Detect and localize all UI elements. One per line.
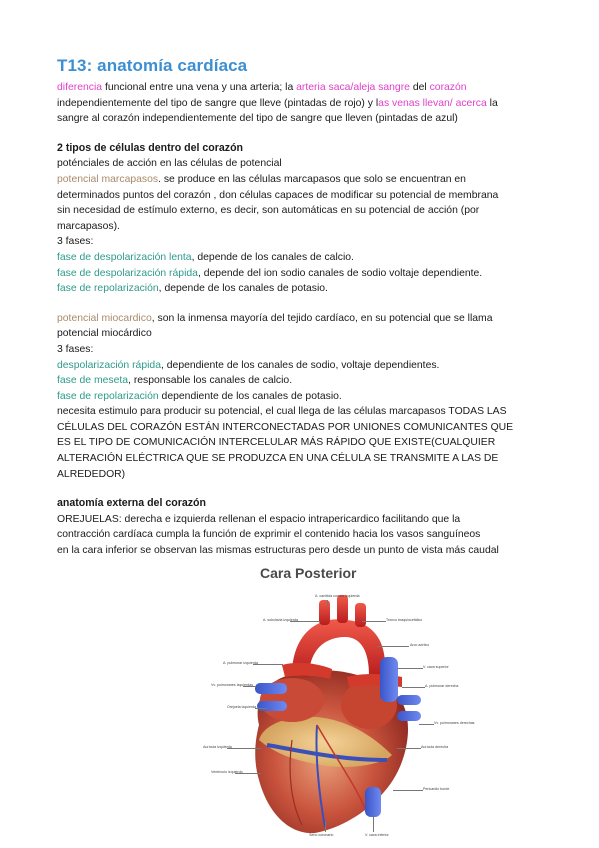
- label-pulm-der: A. pulmonar derecha: [425, 684, 459, 688]
- phase-label: fase de despolarización rápida: [57, 267, 198, 279]
- text-line: poténciales de acción en las células de potencial: [57, 158, 282, 170]
- text-line: contracción cardíaca cumpla la función de exprimir el contenido hacia los vasos sanguíneos: [57, 529, 481, 541]
- section-heading-tipos: 2 tipos de células dentro del corazón: [57, 141, 244, 154]
- document-page: [57, 56, 547, 559]
- highlight-arteria: arteria saca/aleja sangre: [296, 82, 410, 93]
- text-line: ALREDEDOR): [57, 468, 126, 480]
- label-tronco: Tronco braquiocefálico: [386, 618, 423, 622]
- label-subclavia: A. subclavia izquierda: [263, 618, 298, 622]
- text-span: dependiente de los canales de potasio.: [158, 390, 342, 402]
- label-cava-inf: V. cava inferior: [365, 833, 389, 837]
- phase-label: fase de repolarización: [57, 390, 159, 402]
- label-carotida: A. carótida común izquierda: [315, 594, 360, 598]
- vena-cava-sup: [380, 657, 398, 702]
- highlight-miocardico: potencial miocardico: [57, 312, 152, 324]
- text-line: en la cara inferior se observan las mismas estructuras pero desde un punto de vista más caudal: [57, 545, 499, 557]
- label-auricula-izq: Aurícula izquierda: [203, 745, 232, 749]
- text-span: funcional entre una vena y una arteria; la: [102, 82, 297, 93]
- highlight-corazon: corazón: [429, 82, 467, 93]
- phase-label: despolarización rápida: [57, 359, 161, 371]
- text-line: ALTERACIÓN ELÉCTRICA QUE SE PRODUZCA EN UNA CÉLULA SE TRANSMITE A LAS DE: [57, 453, 499, 465]
- text-line: CÉLULAS DEL CORAZÓN ESTÁN INTERCONECTADAS POR UNIONES COMUNICANTES QUE: [57, 421, 514, 433]
- text-line: 3 fases:: [57, 343, 94, 355]
- intro-paragraph: [57, 80, 547, 127]
- text-span: , depende del ion sodio canales de sodio voltaje dependiente.: [197, 267, 483, 279]
- highlight-marcapasos: potencial marcapasos: [57, 173, 159, 185]
- text-span: del: [409, 82, 430, 93]
- text-span: , responsable los canales de calcio.: [128, 375, 293, 387]
- text-span: , depende de los canales de potasio.: [158, 283, 328, 295]
- highlight-venas: as venas llevan/ acerca: [378, 97, 487, 109]
- text-span: la: [486, 97, 498, 109]
- text-line: potencial miocárdico: [57, 328, 152, 340]
- label-pericardio: Pericardio borde: [423, 787, 450, 791]
- label-ventriculo-izq: Ventrículo izquierdo: [211, 770, 243, 774]
- text-span: , depende de los canales de calcio.: [191, 251, 354, 263]
- label-cava-sup: V. cava superior: [423, 665, 449, 669]
- vena-cava-inf: [365, 787, 381, 817]
- section-tipos-body: [57, 156, 547, 296]
- text-line: OREJUELAS: derecha e izquierda rellenan el espacio intrapericardico facilitando que la: [57, 513, 461, 525]
- highlight-diferencia: diferencia: [57, 82, 103, 93]
- figure-title: Cara Posterior: [260, 565, 357, 581]
- text-line: ES EL TIPO DE COMUNICACIÓN INTERCELULAR MÁS RÁPIDO QUE EXISTE(CUALQUIER: [57, 437, 496, 449]
- text-line: marcapasos).: [57, 220, 120, 232]
- text-span: sangre al corazón independientemente del tipo de sangre que lleven (pintadas de azul): [57, 113, 458, 125]
- phase-label: fase de meseta: [57, 375, 129, 387]
- label-auricula-der: Aurícula derecha: [421, 745, 449, 749]
- label-vv-pulm-izq: Vv. pulmonares izquierdas: [211, 683, 254, 687]
- label-vv-pulm-der: Vv. pulmonares derechas: [434, 721, 475, 725]
- text-line: sin necesidad de estímulo externo, es decir, son automáticas en su potencial de acción (por: [57, 205, 480, 217]
- phase-label: fase de despolarización lenta: [57, 251, 192, 263]
- label-arco: Arco aórtico: [410, 643, 430, 647]
- section-miocardico-body: [57, 311, 547, 483]
- text-line: necesita estimulo para producir su potencial, el cual llega de las células marcapasos TODAS LAS: [57, 406, 507, 418]
- text-line: determinados puntos del corazón , don células capaces de modificar su potencial de membrana: [57, 189, 499, 201]
- text-span: , dependiente de los canales de sodio, voltaje dependientes.: [160, 359, 440, 371]
- label-seno: Seno coronario: [309, 833, 334, 837]
- label-pulm-izq: A. pulmonar izquierda: [223, 661, 258, 665]
- text-span: , son la inmensa mayoría del tejido cardíaco, en su potencial que se llama: [151, 312, 493, 324]
- text-line: 3 fases:: [57, 236, 94, 248]
- label-orejuela: Orejuela izquierda: [227, 705, 257, 709]
- phase-label: fase de repolarización: [57, 283, 159, 295]
- heart-figure: [197, 565, 475, 848]
- section-anatomia-body: [57, 512, 547, 559]
- text-span: . se produce en las células marcapasos que solo se encuentran en: [158, 173, 466, 185]
- document-title: T13: anatomía cardíaca: [57, 56, 248, 75]
- text-span: independientemente del tipo de sangre que lleve (pintadas de rojo) y l: [57, 97, 379, 109]
- section-heading-anatomia: anatomía externa del corazón: [57, 497, 206, 510]
